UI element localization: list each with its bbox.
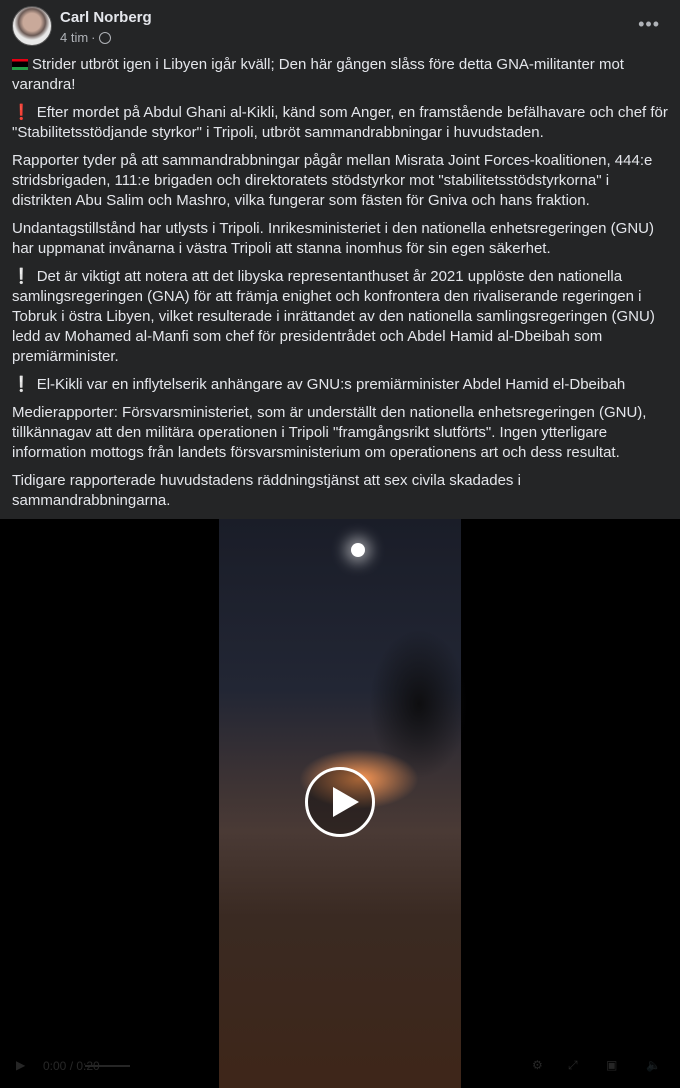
post-header (12, 6, 152, 46)
separator: · (91, 30, 96, 45)
progress-bar[interactable] (85, 1065, 130, 1067)
expand-icon[interactable]: ⤢ (568, 1058, 578, 1072)
post-time[interactable]: 4 tim (60, 30, 89, 45)
exclamation-icon: ❗ (12, 104, 31, 121)
video-time: 0:00 / 0:20 (43, 1059, 100, 1073)
paragraph: Undantagstillstånd har utlysts i Tripoli. Inrikesministeriet i den nationella enhetsregeringen (GNU) har uppmanat invånarna i västra Tripoli att stanna inomhus för sin egen säkerhet. (12, 220, 654, 257)
video-controls (0, 1056, 680, 1076)
pip-icon[interactable]: ▣ (606, 1058, 618, 1072)
paragraph: Tidigare rapporterade huvudstadens räddningstjänst att sex civila skadades i sammandrabbningarna. (12, 472, 521, 509)
paragraph: ❕ Det är viktigt att notera att det libyska representanthuset år 2021 upplöste den nationella samlingsregeringen (GNA) för att främja enighet och konfrontera den rivaliserande regeringen i Tobruk i östra Libyen, vilket resulterade i inrättandet av den nationella samlingsregeringen (GNU) ledd av Mohamed al-Manfi som chef för presidentrådet och Abdel Hamid al-Dbeibah som premiärminister. (12, 268, 655, 365)
paragraph: Rapporter tyder på att sammandrabbningar pågår mellan Misrata Joint Forces-koalitionen, 444:e stridsbrigaden, 111:e brigaden och direktoratets stödstyrkor mot "stabilitetsstödstyrkorna" i distrikten Abu Salim och Mashro, vilka fungerar som fästen för Gniva och hans fraktion. (12, 152, 653, 209)
avatar[interactable] (12, 6, 52, 46)
moon (351, 543, 365, 557)
paragraph: ❗ Efter mordet på Abdul Ghani al-Kikli, känd som Anger, en framstående befälhavare och chef för "Stabilitetsstödjande styrkor" i Tripoli, utbröt sammandrabbningar i huvudstaden. (12, 104, 668, 141)
globe-icon (99, 32, 111, 44)
author-name[interactable]: Carl Norberg (60, 9, 152, 26)
video-player[interactable] (0, 519, 680, 1088)
exclamation-icon: ❕ (12, 376, 31, 393)
play-button[interactable] (305, 767, 375, 837)
libya-flag-icon (12, 59, 28, 70)
volume-icon[interactable]: 🔈 (646, 1058, 661, 1072)
play-icon[interactable]: ▶ (16, 1058, 26, 1072)
paragraph: Medierapporter: Försvarsministeriet, som är underställt den nationella enhetsregeringen (GNU), tillkännagav att den militära operationen i Tripoli "framgångsrikt slutförts". Ingen ytterligare information mottogs från landets försvarsministerium om operationens art och dess resultat. (12, 404, 647, 461)
paragraph: ❕ El-Kikli var en inflytelserik anhängare av GNU:s premiärminister Abdel Hamid el-Dbeibah (12, 376, 626, 393)
paragraph: Strider utbröt igen i Libyen igår kväll; Den här gången slåss före detta GNA-militanter mot varandra! (12, 56, 624, 93)
settings-icon[interactable]: ⚙ (532, 1058, 543, 1072)
post-text (12, 55, 672, 519)
more-options-button[interactable]: ••• (638, 14, 660, 34)
exclamation-icon: ❕ (12, 268, 31, 285)
